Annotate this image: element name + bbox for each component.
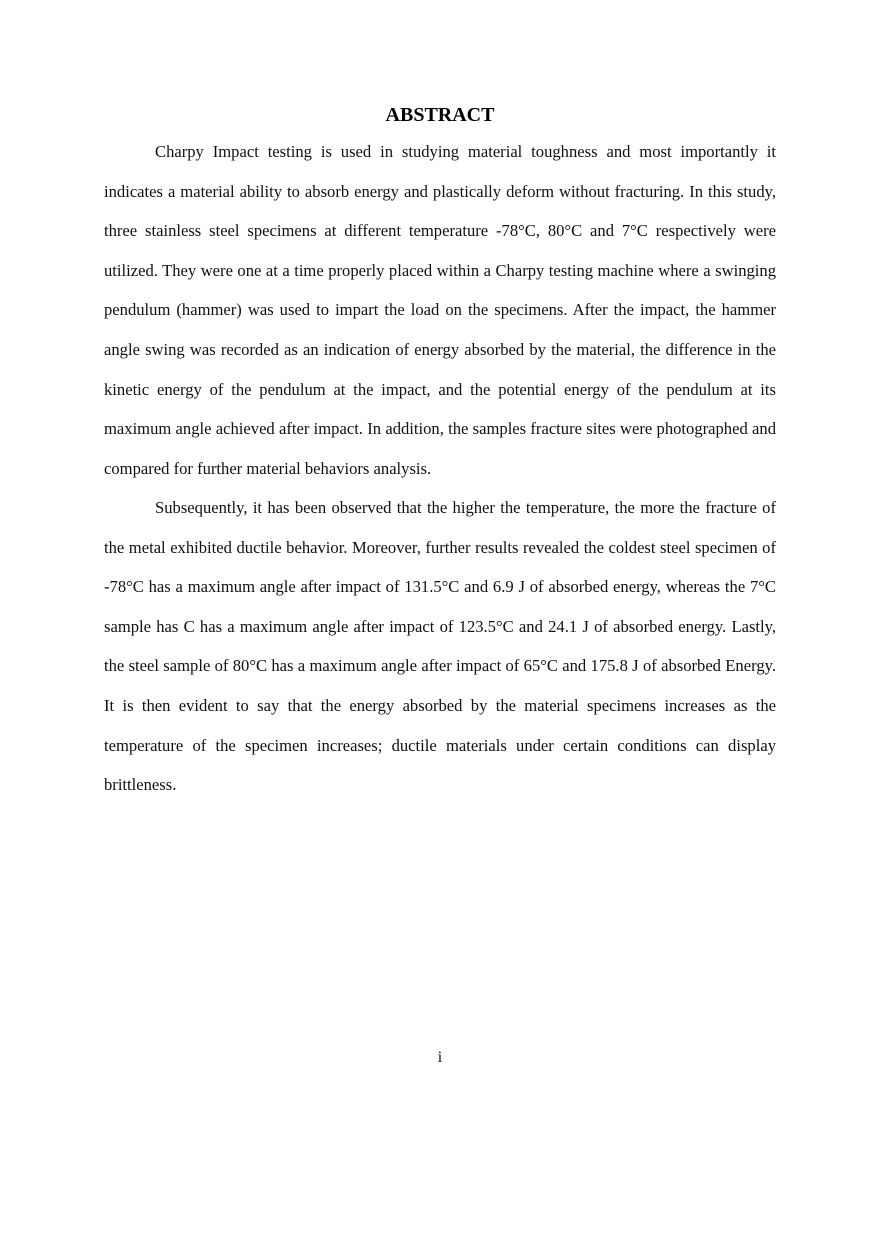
abstract-heading: ABSTRACT xyxy=(385,104,495,126)
abstract-paragraph-1: Charpy Impact testing is used in studying material toughness and most importantly it indicates a material ability to absorb energy and plastically deform without fracturing. In this study, three stainless steel specimens at different temperature -78°C, 80°C and 7°C respectively were utilized. They were one at a time properly placed within a Charpy testing machine where a swinging pendulum (hammer) was used to impart the load on the specimens. After the impact, the hammer angle swing was recorded as an indication of energy absorbed by the material, the difference in the kinetic energy of the pendulum at the impact, and the potential energy of the pendulum at its maximum angle achieved after impact. In addition, the samples fracture sites were photographed and compared for further material behaviors analysis. xyxy=(104,142,776,478)
abstract-paragraph-2: Subsequently, it has been observed that the higher the temperature, the more the fracture of the metal exhibited ductile behavior. Moreover, further results revealed the coldest steel specimen of -78°C has a maximum angle after impact of 131.5°C and 6.9 J of absorbed energy, whereas the 7°C sample has C has a maximum angle after impact of 123.5°C and 24.1 J of absorbed energy. Lastly, the steel sample of 80°C has a maximum angle after impact of 65°C and 175.8 J of absorbed Energy. It is then evident to say that the energy absorbed by the material specimens increases as the temperature of the specimen increases; ductile materials under certain conditions can display brittleness. xyxy=(104,498,776,795)
page-number: i xyxy=(437,1049,443,1066)
